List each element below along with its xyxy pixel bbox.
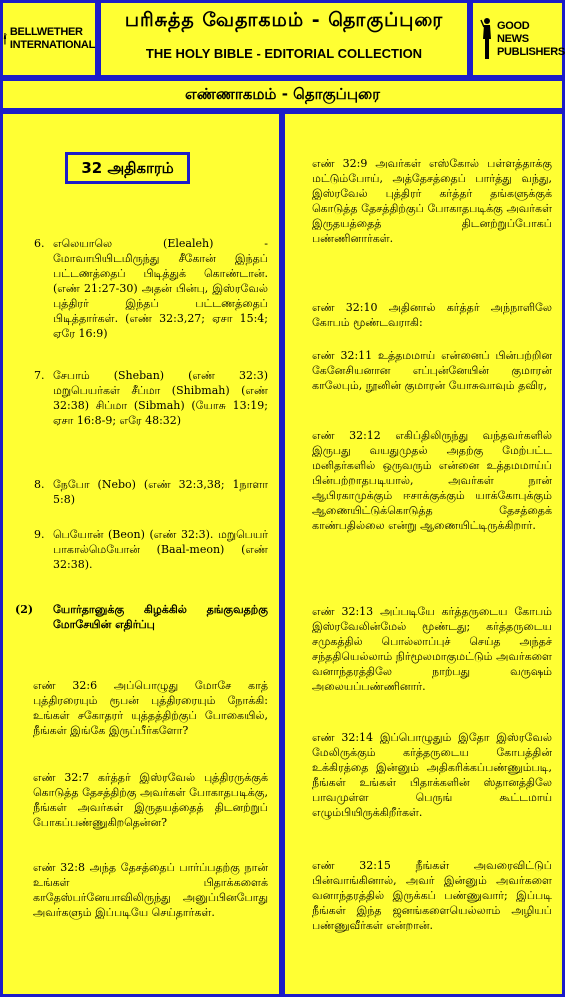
bellwether-figure-icon bbox=[3, 17, 7, 61]
left-column bbox=[0, 111, 282, 997]
list-item: எலெயாலெ (Elealeh) - மோவாபியிடமிருந்து சீகோன் இந்தப் பட்டணத்தைப் பிடித்துக் கொண்டான். (எண் 21:27-30) அதன் பின்பு, இஸ்ரவேல் புத்திரர் இந்தப் பட்டணத்தைப் பிடித்தார்கள். (எண் 32:3,27; ஏசா 15:4; ஏரே 16:9) bbox=[53, 237, 268, 340]
verse-paragraph: எண் 32:13 அப்படியே கர்த்தருடைய கோபம் இஸ்ரவேலின்மேல் மூண்டது; கர்த்தருடைய சமுகத்தில் பொல்லாப்புச் செய்த அந்தச் சந்ததியெல்லாம் நிர்மூலமாகுமட்டும் அவர்களை வனாந்தரத்திலே நாற்பது வருஷம் அலையப்பண்ணினார். bbox=[312, 605, 552, 693]
chapter-label: 32 அதிகாரம் bbox=[65, 152, 190, 184]
verse-paragraph: எண் 32:10 அதினால் கர்த்தர் அந்நாளிலே கோபம் மூண்டவராகி: bbox=[312, 301, 552, 329]
list-item-number: 7. bbox=[34, 369, 45, 382]
right-column bbox=[282, 111, 565, 997]
list-item: பெயோன் (Beon) (எண் 32:3). மறுபெயர் பாகால்மெயோன் (Baal-meon) (எண் 32:38). bbox=[53, 528, 268, 571]
section-heading: யோர்தானுக்கு கிழக்கில் தங்குவதற்கு மோசேயின் எதிர்ப்பு bbox=[53, 603, 268, 631]
verse-paragraph: எண் 32:6 அப்பொழுது மோசே காத் புத்திரரையும் ரூபன் புத்திரரையும் நோக்கி: உங்கள் சகோதரர் யுத்தத்திற்குப் போகையில், நீங்கள் இங்கே இருப்பீர்களோ? bbox=[33, 679, 268, 737]
list-item-number: 9. bbox=[34, 528, 45, 541]
verse-paragraph: எண் 32:15 நீங்கள் அவரைவிட்டுப் பின்வாங்கினால், அவர் இன்னும் அவர்களை வனாந்தரத்தில் இருக்கப் பண்ணுவார்; இப்படி நீங்கள் இந்த ஜனங்களையெல்லாம் அழியப் பண்ணுவீர்கள் என்றான். bbox=[312, 859, 552, 932]
verse-paragraph: எண் 32:8 அந்த தேசத்தைப் பார்ப்பதற்கு நான் உங்கள் பிதாக்களைக் காதேஸ்பர்னேயாவிலிருந்து அனுப்பினபோது அவர்களும் இப்படியே செய்தார்கள். bbox=[33, 861, 268, 919]
verse-paragraph: எண் 32:9 அவர்கள் எஸ்கோல் பள்ளத்தாக்கு மட்டும்போய், அத்தேசத்தைப் பார்த்து வந்து, இஸ்ரவேல் புத்திரர் கர்த்தர் தங்களுக்குக் கொடுத்த தேசத்திற்குப் போகாதபடிக்கு அவர்கள் இருதயத்தைத் திடனற்றுப்போகப் பண்ணினார்கள். bbox=[312, 157, 552, 245]
left-logo-text: BELLWETHER INTERNATIONAL bbox=[9, 26, 96, 51]
list-item: சேபாம் (Sheban) (எண் 32:3) மறுபெயர்கள் சீப்மா (Shibmah) (எண் 32:38) சிப்மா (Sibmah) (யோசு 13:19; ஏசா 16:8-9; எரே 48:32) bbox=[53, 369, 268, 427]
good-news-figure-icon bbox=[480, 17, 494, 61]
title-english: THE HOLY BIBLE - EDITORIAL COLLECTION bbox=[145, 46, 423, 61]
book-subtitle: எண்ணாகமம் - தொகுப்புரை bbox=[185, 85, 380, 103]
verse-paragraph: எண் 32:7 கர்த்தர் இஸ்ரவேல் புத்திரருக்குக் கொடுத்த தேசத்திற்கு அவர்கள் போகாதபடிக்கு, நீங்கள் அவர்கள் இருதயத்தைத் திடனற்றுப் போகப்பண்ணுகிறதென்ன? bbox=[33, 771, 268, 829]
subtitle-box bbox=[0, 78, 565, 111]
verse-paragraph: எண் 32:12 எகிப்திலிருந்து வந்தவர்களில் இருபது வயதுமுதல் அதற்கு மேற்பட்ட மனிதர்களில் ஒருவரும் என்னை உத்தமமாய்ப் பின்பற்றாதபடியால், அவர்கள் நான் ஆபிரகாமுக்கும் ஈசாக்குக்கும் யாக்கோபுக்கும் ஆணையிட்டுக்கொடுத்த தேசத்தைக் காண்பதில்லை என்று ஆணையிட்டிருக்கிறார். bbox=[312, 429, 552, 532]
list-item: நேபோ (Nebo) (எண் 32:3,38; 1நாளா 5:8) bbox=[53, 478, 268, 506]
title-tamil: பரிசுத்த வேதாகமம் - தொகுப்புரை bbox=[124, 9, 444, 31]
list-item-number: 6. bbox=[34, 237, 45, 250]
title-box bbox=[98, 0, 470, 78]
verse-paragraph: எண் 32:14 இப்பொழுதும் இதோ இஸ்ரவேல் மேலிருக்கும் கர்த்தருடைய கோபத்தின் உக்கிரத்தை இன்னும் அதிகரிக்கப்பண்ணும்படி, நீங்கள் உங்கள் பிதாக்களின் ஸ்தானத்திலே பாவமுள்ள பெருங் கூட்டமாய் எழும்பியிருக்கிறீர்கள். bbox=[312, 731, 552, 819]
verse-paragraph: எண் 32:11 உத்தமமாய் என்னைப் பின்பற்றின கேனேசியனான எப்புன்னேயின் குமாரன் காலேபும், நூனின் குமாரன் யோசுவாவும் தவிர, bbox=[312, 349, 552, 392]
right-logo-text: GOOD NEWS PUBLISHERS bbox=[497, 19, 565, 58]
left-logo-box bbox=[0, 0, 98, 78]
right-logo-box bbox=[470, 0, 565, 78]
list-item-number: 8. bbox=[34, 478, 45, 491]
section-number: (2) bbox=[15, 603, 34, 616]
